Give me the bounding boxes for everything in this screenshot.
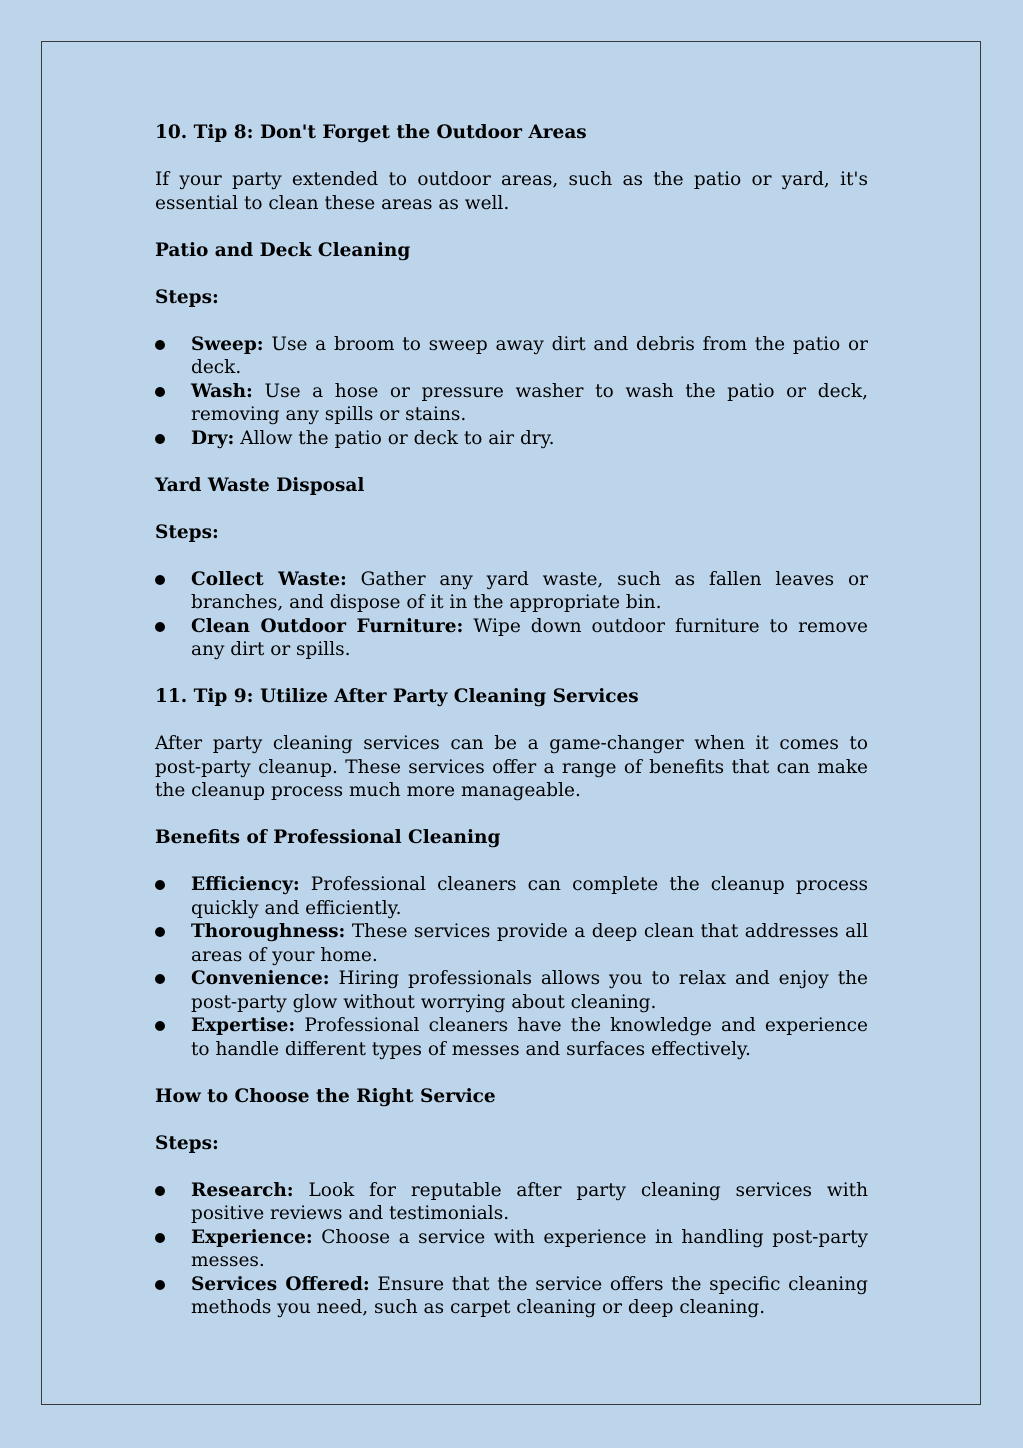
item-text: These services provide a deep clean that addresses all areas of your home. xyxy=(191,921,868,966)
item-text: Use a hose or pressure washer to wash the patio or deck, removing any spills or stains. xyxy=(191,380,868,425)
item-label: Collect Waste: xyxy=(191,568,347,590)
bullet-icon xyxy=(155,1280,165,1290)
bullet-icon xyxy=(155,622,165,632)
item-label: Dry: xyxy=(191,427,235,449)
subsection-title-patio: Patio and Deck Cleaning xyxy=(155,239,411,261)
subsection-title-yard: Yard Waste Disposal xyxy=(155,474,365,496)
list-item xyxy=(155,1226,868,1273)
bullet-icon xyxy=(155,1021,165,1031)
item-label: Efficiency: xyxy=(191,874,300,895)
bullet-icon xyxy=(155,340,165,350)
item-label: Services Offered: xyxy=(191,1273,370,1295)
yard-steps-list xyxy=(155,568,868,662)
patio-steps-list xyxy=(155,333,868,451)
item-text: Gather any yard waste, such as fallen leaves or branches, and dispose of it in the appropriate bin. xyxy=(191,568,868,613)
item-text: Look for reputable after party cleaning services with positive reviews and testimonials. xyxy=(191,1179,868,1224)
list-item xyxy=(155,967,868,1014)
bullet-icon xyxy=(155,575,165,585)
bullet-icon xyxy=(155,387,165,397)
list-item xyxy=(155,333,868,380)
benefits-list xyxy=(155,873,868,1061)
item-label: Research: xyxy=(191,1179,294,1201)
section-heading-tip-9: 11. Tip 9: Utilize After Party Cleaning Services xyxy=(155,686,639,707)
item-text: Allow the patio or deck to air dry. xyxy=(234,427,555,449)
item-text: Professional cleaners have the knowledge and experience to handle different types of messes and surfaces effectively. xyxy=(191,1015,868,1060)
item-label: Experience: xyxy=(191,1226,313,1248)
steps-label: Steps: xyxy=(155,521,219,543)
item-text: Professional cleaners can complete the cleanup process quickly and efficiently. xyxy=(191,874,868,919)
list-item xyxy=(155,920,868,967)
item-label: Wash: xyxy=(191,380,253,402)
steps-label: Steps: xyxy=(155,1132,219,1154)
steps-label: Steps: xyxy=(155,286,219,308)
item-label: Clean Outdoor Furniture: xyxy=(191,615,464,637)
item-label: Expertise: xyxy=(191,1015,296,1036)
section-heading-tip-8: 10. Tip 8: Don't Forget the Outdoor Areas xyxy=(155,122,587,143)
list-item xyxy=(155,380,868,427)
bullet-icon xyxy=(155,1186,165,1196)
bullet-icon xyxy=(155,434,165,444)
subsection-title-choose-service: How to Choose the Right Service xyxy=(155,1085,496,1107)
bullet-icon xyxy=(155,1233,165,1243)
choose-service-steps-list xyxy=(155,1179,868,1320)
item-label: Convenience: xyxy=(191,968,330,989)
item-text: Hiring professionals allows you to relax and enjoy the post-party glow without worrying about cleaning. xyxy=(191,968,868,1013)
section-intro-tip-8: If your party extended to outdoor areas, such as the patio or yard, it's essential to clean these areas as well. xyxy=(155,169,868,214)
bullet-icon xyxy=(155,974,165,984)
list-item xyxy=(155,615,868,662)
bullet-icon xyxy=(155,880,165,890)
document-content xyxy=(155,121,868,1343)
item-label: Sweep: xyxy=(191,333,264,355)
section-intro-tip-9: After party cleaning services can be a game-changer when it comes to post-party cleanup. These services offer a range of benefits that can make the cleanup process much more manageable. xyxy=(155,733,868,801)
item-text: Ensure that the service offers the specific cleaning methods you need, such as carpet cleaning or deep cleaning. xyxy=(191,1273,868,1318)
list-item xyxy=(155,1273,868,1320)
bullet-icon xyxy=(155,927,165,937)
list-item xyxy=(155,427,868,451)
subsection-title-benefits: Benefits of Professional Cleaning xyxy=(155,827,501,848)
list-item xyxy=(155,568,868,615)
list-item xyxy=(155,1179,868,1226)
list-item xyxy=(155,873,868,920)
item-text: Use a broom to sweep away dirt and debris from the patio or deck. xyxy=(191,333,868,378)
list-item xyxy=(155,1014,868,1061)
item-text: Choose a service with experience in handling post-party messes. xyxy=(191,1226,868,1271)
item-text: Wipe down outdoor furniture to remove any dirt or spills. xyxy=(191,615,868,660)
item-label: Thoroughness: xyxy=(191,921,346,942)
